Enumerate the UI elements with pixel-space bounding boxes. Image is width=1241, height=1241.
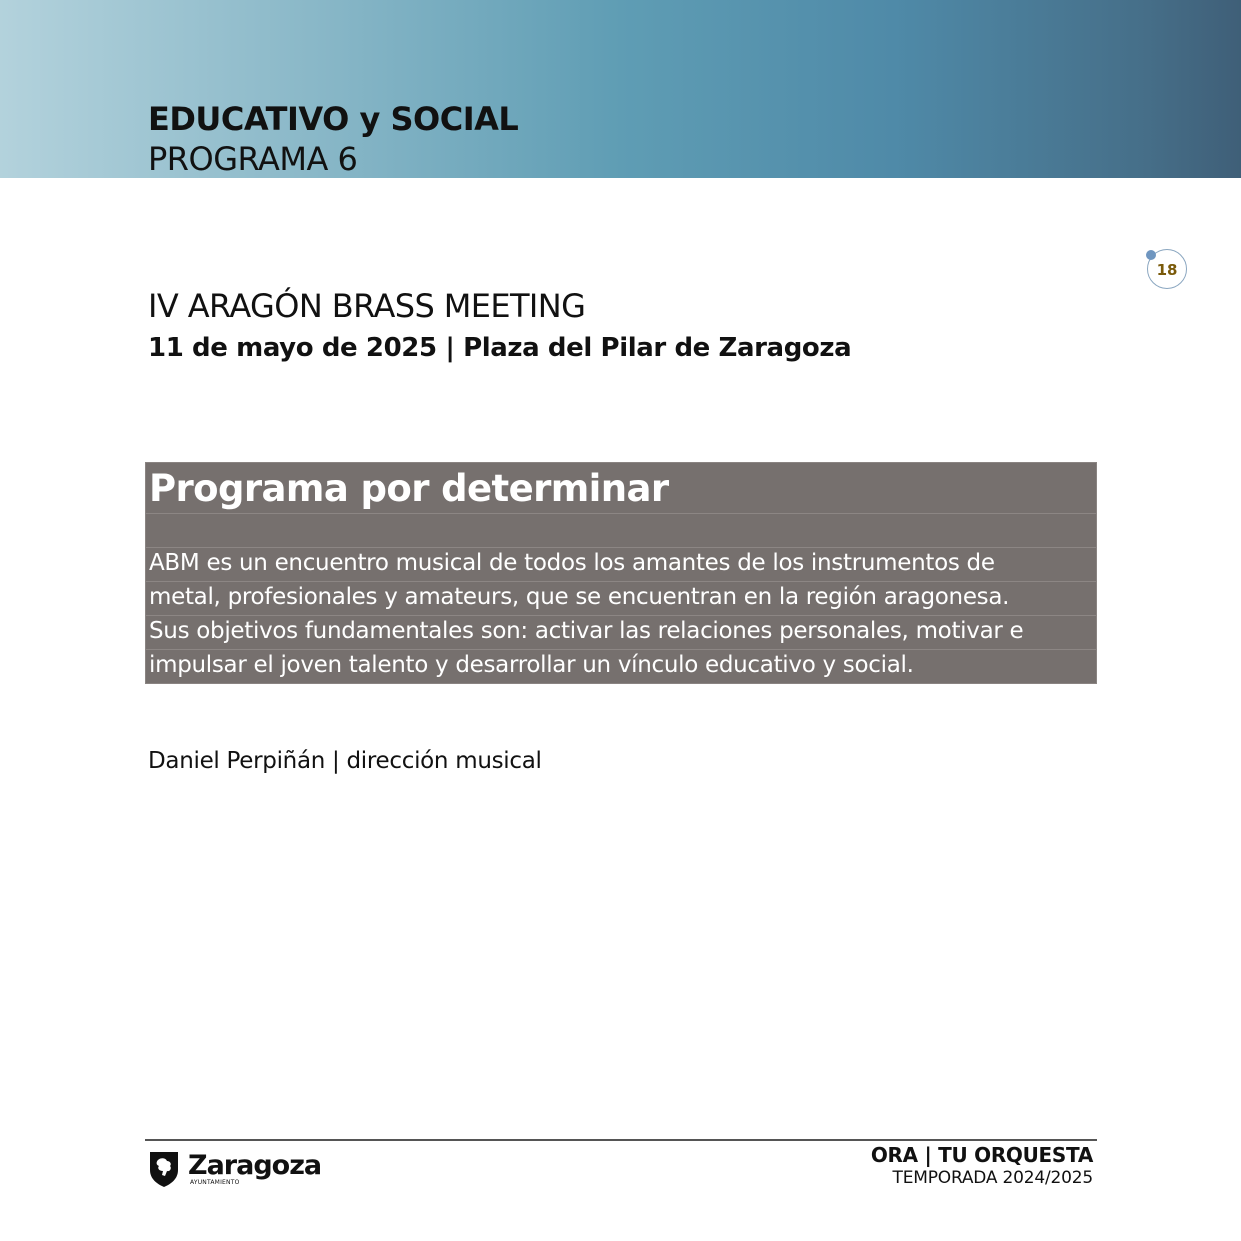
event-date-venue: 11 de mayo de 2025 | Plaza del Pilar de Zaragoza bbox=[148, 333, 852, 363]
page-number-badge bbox=[1147, 249, 1187, 289]
footer-divider bbox=[145, 1139, 1097, 1141]
program-line-1: ABM es un encuentro musical de todos los amantes de los instrumentos de bbox=[149, 550, 995, 576]
footer-brand: ORA | TU ORQUESTA bbox=[870, 1143, 1093, 1167]
logo-wordmark: Zaragoza bbox=[188, 1150, 322, 1181]
footer-season: TEMPORADA 2024/2025 bbox=[892, 1168, 1093, 1188]
program-heading: Programa por determinar bbox=[149, 467, 669, 510]
program-empty-row bbox=[146, 514, 1096, 548]
director-credit: Daniel Perpiñán | dirección musical bbox=[148, 748, 542, 774]
program-box bbox=[145, 462, 1097, 684]
program-row-1 bbox=[146, 548, 1096, 582]
lion-shield-icon bbox=[148, 1150, 180, 1188]
program-number: PROGRAMA 6 bbox=[148, 140, 358, 178]
program-line-4: impulsar el joven talento y desarrollar un vínculo educativo y social. bbox=[149, 652, 914, 678]
logo-subtext: AYUNTAMIENTO bbox=[190, 1179, 240, 1186]
program-row-3 bbox=[146, 616, 1096, 650]
program-line-2: metal, profesionales y amateurs, que se encuentran en la región aragonesa. bbox=[149, 584, 1010, 610]
section-title: EDUCATIVO y SOCIAL bbox=[148, 100, 519, 138]
page-number: 18 bbox=[1156, 261, 1178, 279]
zaragoza-logo bbox=[148, 1150, 322, 1190]
program-heading-row bbox=[146, 463, 1096, 514]
event-title: IV ARAGÓN BRASS MEETING bbox=[148, 287, 586, 325]
program-row-4 bbox=[146, 650, 1096, 683]
program-row-2 bbox=[146, 582, 1096, 616]
program-line-3: Sus objetivos fundamentales son: activar las relaciones personales, motivar e bbox=[149, 618, 1024, 644]
